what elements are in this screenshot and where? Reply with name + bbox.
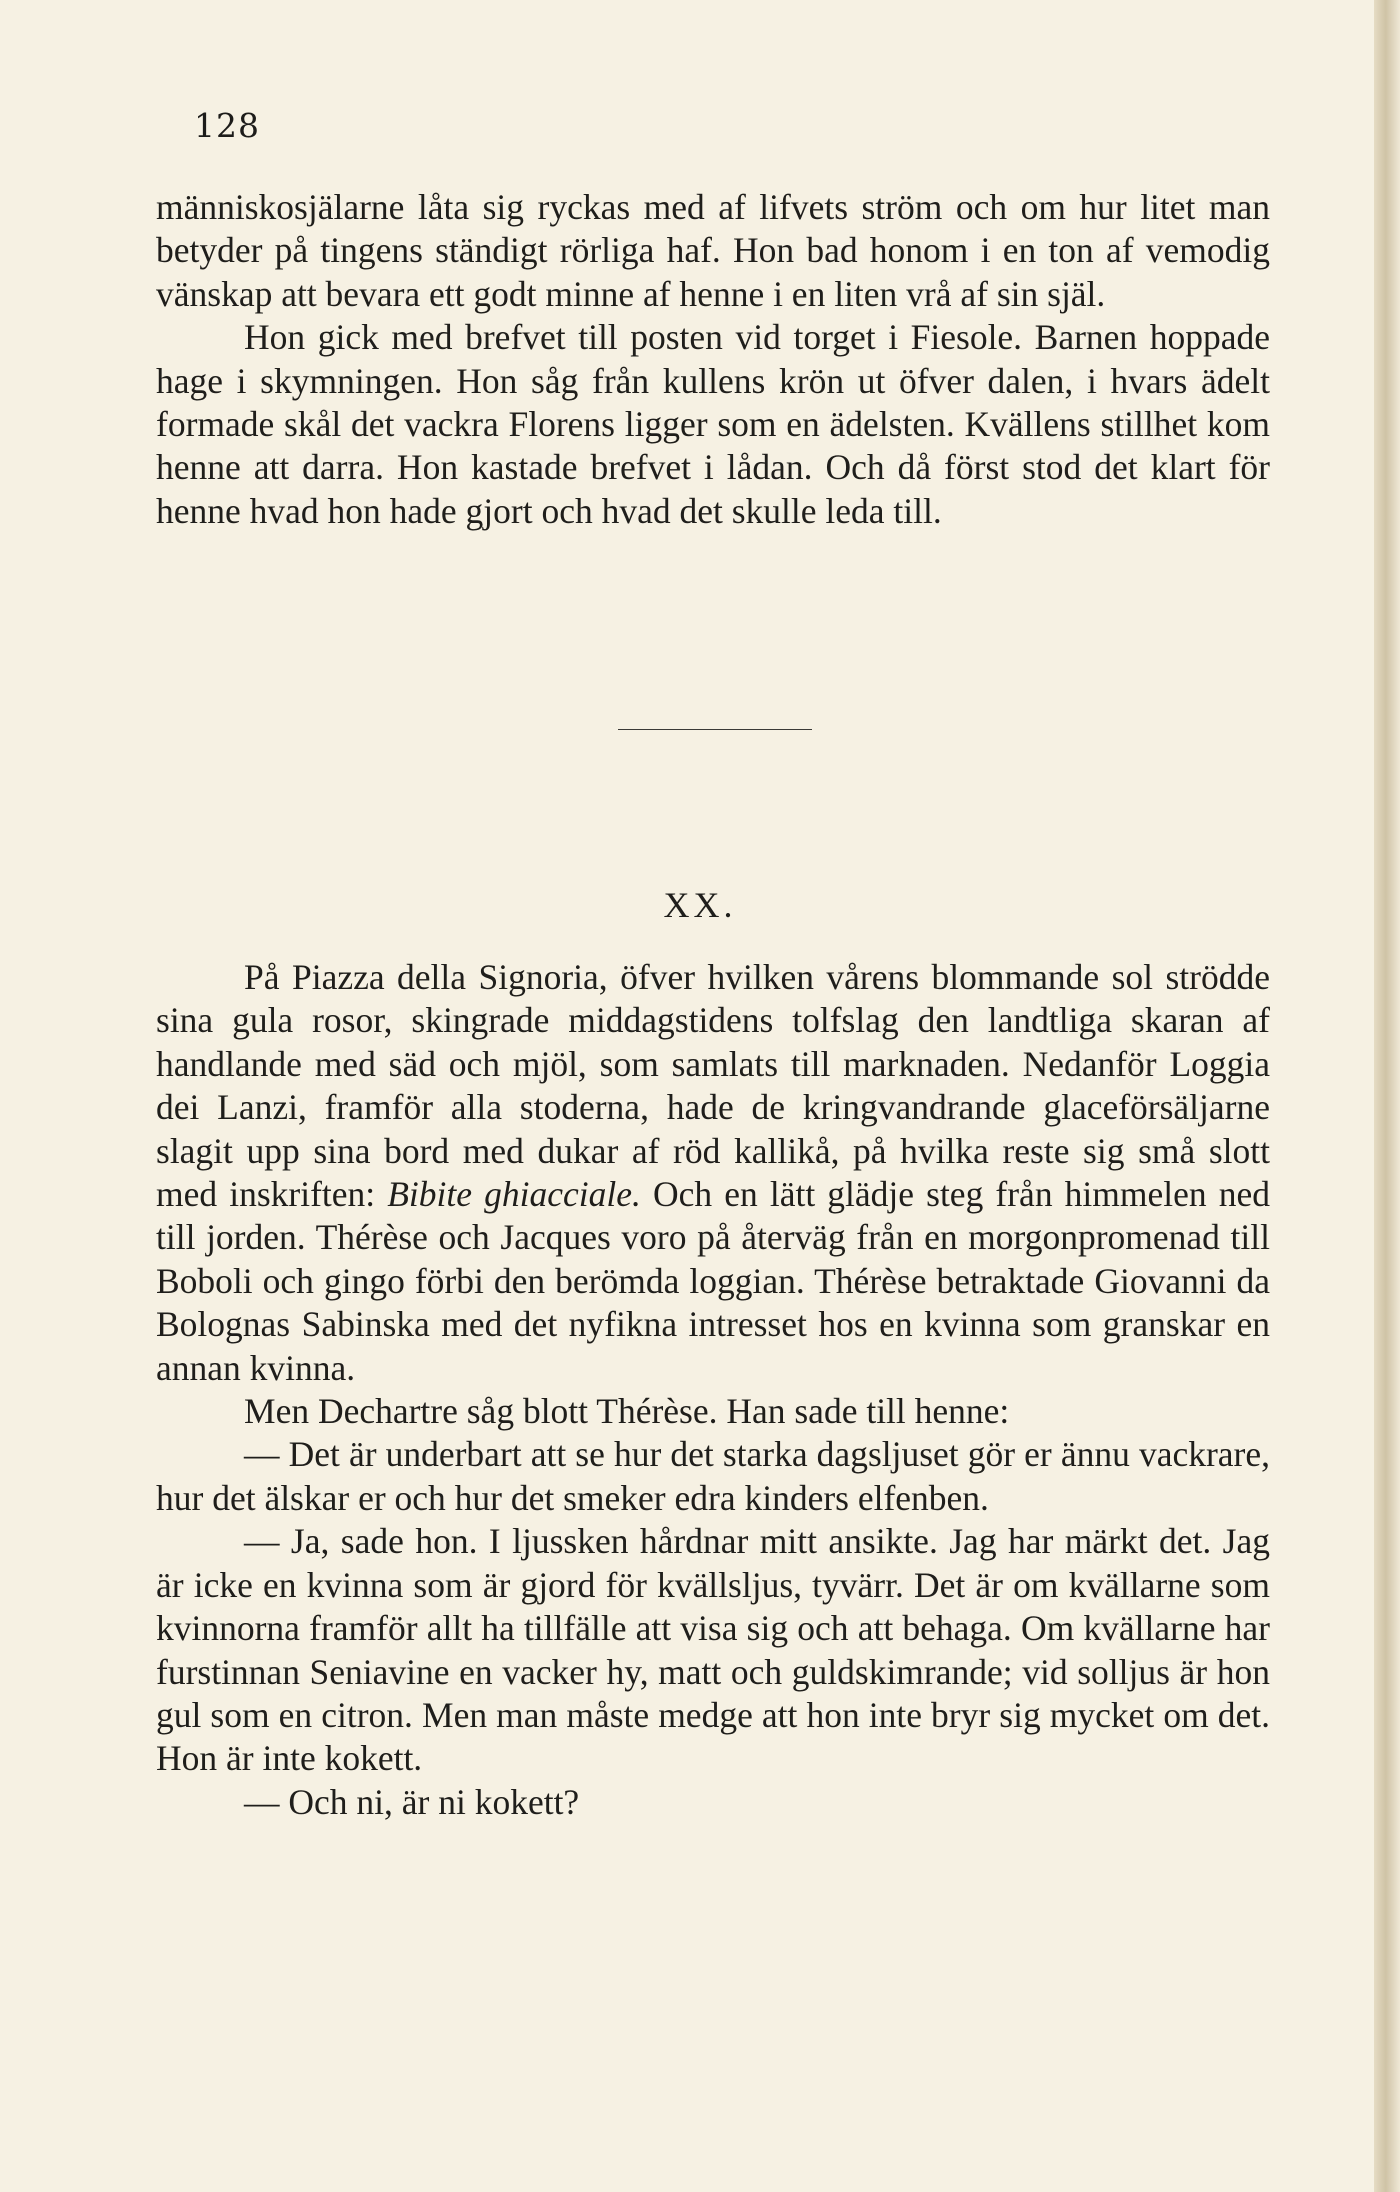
page-edge-shadow <box>1374 0 1400 2192</box>
paragraph: Men Dechartre såg blott Thérèse. Han sade till henne: <box>244 1391 1010 1432</box>
section-divider-rule <box>618 729 812 730</box>
dialogue-paragraph: — Och ni, är ni kokett? <box>244 1781 580 1822</box>
italic-inscription: Bibite ghiacciale. <box>387 1174 641 1215</box>
paragraph: Hon gick med brefvet till posten vid torget i Fiesole. Barnen hoppade hage i skymningen. Hon såg från kullens krön ut öfver dalen, i hvars ädelt formade skål det vackra Florens ligger som en ädelsten. Kvällens stillhet kom henne att darra. Hon kastade brefvet i lådan. Och då först stod det klart för henne hvad hon hade gjort och hvad det skulle leda till. <box>156 317 1270 531</box>
text-run: Och en lätt glädje steg från himmelen ned till jorden. Thérèse och Jacques voro på återväg från en morgonpromenad till Boboli och gingo förbi den berömda loggian. Thérèse betraktade Giovanni da Bolognas Sabinska med det nyfikna intresset hos en kvinna som granskar en annan kvinna. <box>156 1174 1270 1388</box>
chapter-text <box>156 956 1270 1824</box>
chapter-heading: XX. <box>663 885 737 925</box>
page-number: 128 <box>194 106 260 145</box>
text-before-chapter <box>156 186 1270 533</box>
paragraph <box>156 956 1270 1390</box>
paragraph: människosjälarne låta sig ryckas med af lifvets ström och om hur litet man betyder på tingens ständigt rörliga haf. Hon bad honom i en ton af vemodig vänskap att bevara ett godt minne af henne i en liten vrå af sin själ. <box>156 187 1270 314</box>
dialogue-paragraph: — Det är underbart att se hur det starka dagsljuset gör er ännu vackrare, hur det älskar er och hur det smeker edra kinders elfenben. <box>156 1434 1270 1518</box>
text-run: På Piazza della Signoria, öfver hvilken vårens blommande sol strödde sina gula rosor, skingrade middagstidens tolfslag den landtliga skaran af handlande med säd och mjöl, som samlats till marknaden. Nedanför Loggia dei Lanzi, framför alla stoderna, hade de kringvandrande glaceförsäljarne slagit upp sina bord med dukar af röd kallikå, på hvilka reste sig små slott med inskriften: <box>156 957 1270 1215</box>
dialogue-paragraph: — Ja, sade hon. I ljussken hårdnar mitt ansikte. Jag har märkt det. Jag är icke en kvinna som är gjord för kvällsljus, tyvärr. Det är om kvällarne som kvinnorna framför allt ha tillfälle att visa sig och att behaga. Om kvällarne har furstinnan Seniavine en vacker hy, matt och guldskimrande; vid solljus är hon gul som en citron. Men man måste medge att hon inte bryr sig mycket om det. Hon är inte kokett. <box>156 1521 1270 1779</box>
